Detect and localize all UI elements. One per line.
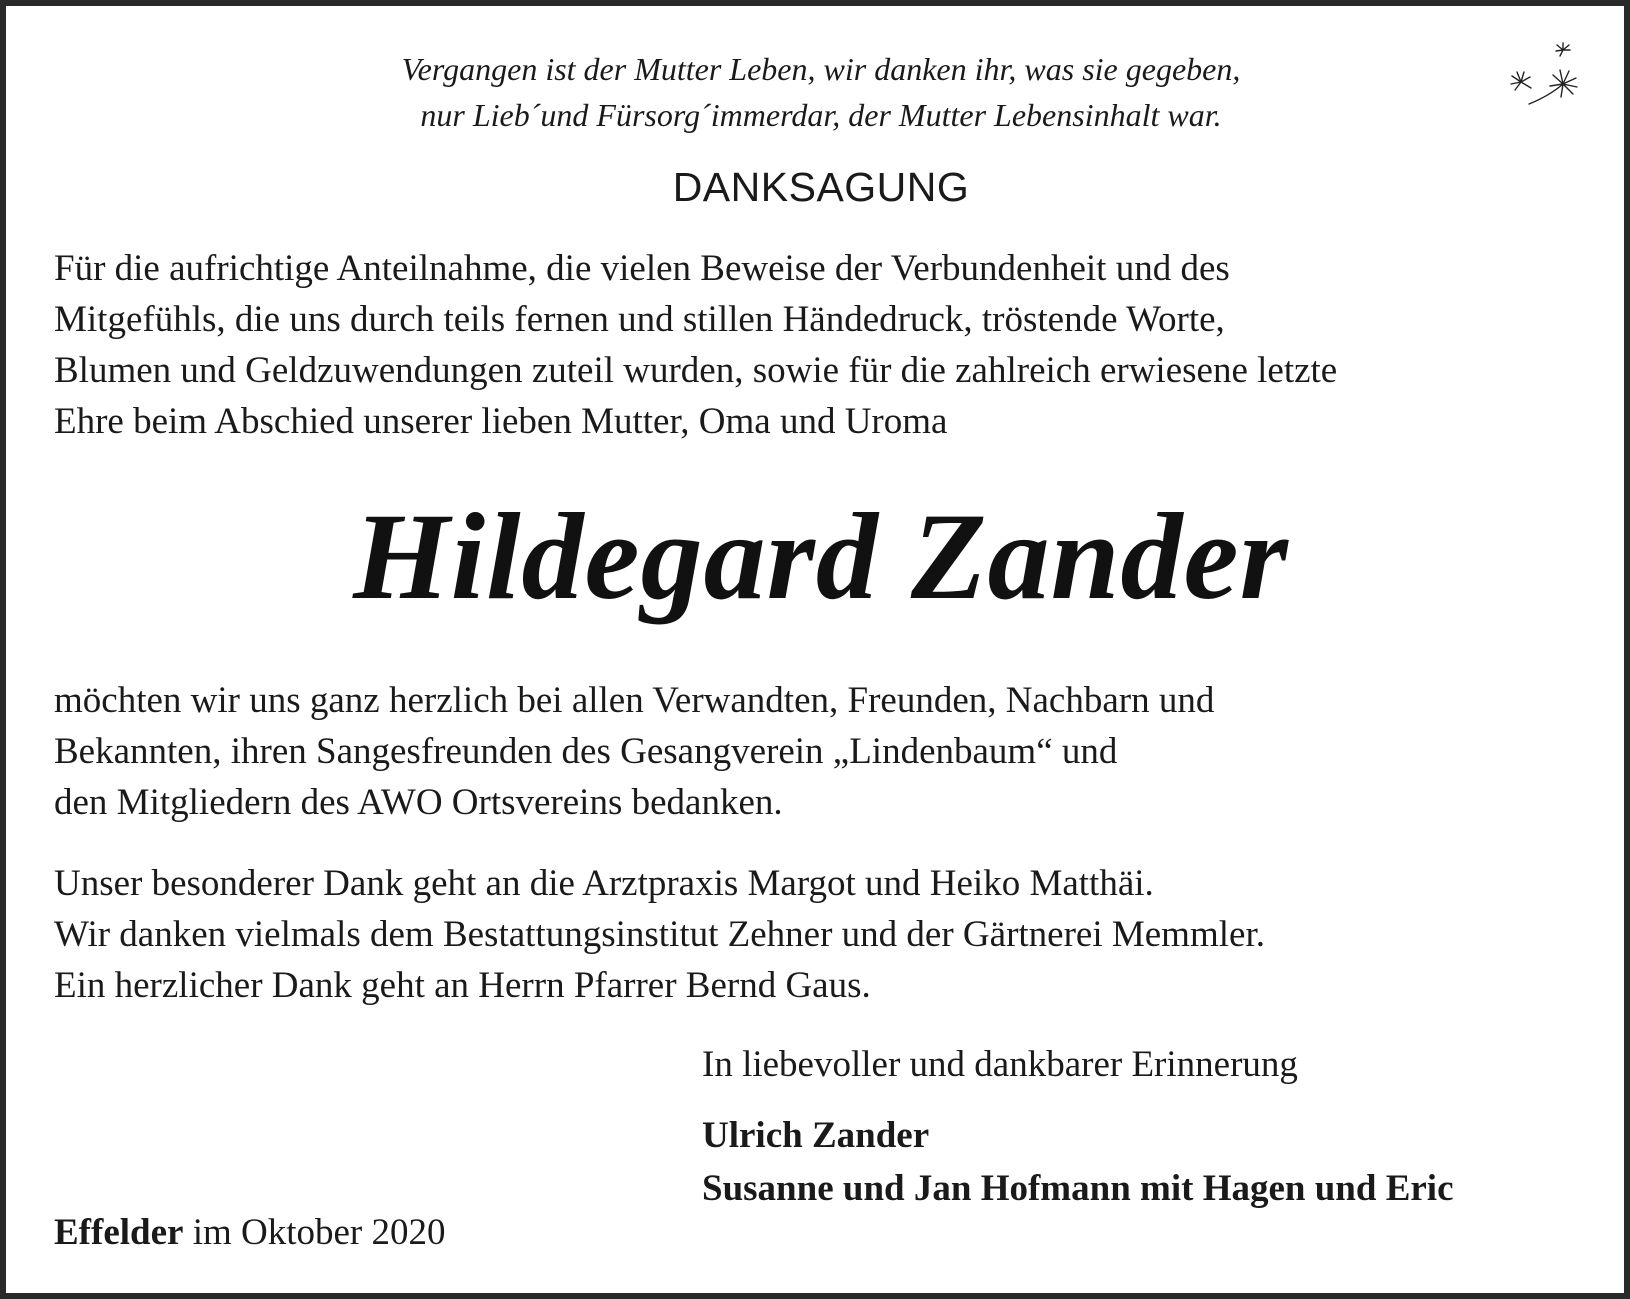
text-line: Ehre beim Abschied unserer lieben Mutter, Oma und Uroma bbox=[54, 401, 948, 442]
text-line: Mitgefühls, die uns durch teils fernen und stillen Händedruck, tröstende Worte, bbox=[54, 299, 1225, 340]
text-line: Für die aufrichtige Anteilnahme, die vielen Beweise der Verbundenheit und des bbox=[54, 248, 1230, 289]
place-date: im Oktober 2020 bbox=[192, 1212, 446, 1253]
closing-line: In liebevoller und dankbarer Erinnerung bbox=[702, 1044, 1298, 1085]
text-line: Unser besonderer Dank geht an die Arztpraxis Margot und Heiko Matthäi. bbox=[54, 863, 1154, 904]
signer-name: Susanne und Jan Hofmann mit Hagen und Eric bbox=[702, 1168, 1454, 1209]
motto-line: nur Lieb´und Fürsorg´immerdar, der Mutter Lebensinhalt war. bbox=[420, 97, 1222, 133]
text-line: möchten wir uns ganz herzlich bei allen Verwandten, Freunden, Nachbarn und bbox=[54, 680, 1215, 721]
motto-line: Vergangen ist der Mutter Leben, wir danken ihr, was sie gegeben, bbox=[401, 51, 1241, 87]
deceased-name: Hildegard Zander bbox=[353, 488, 1289, 625]
place-and-date bbox=[54, 1211, 446, 1254]
dandelion-seeds-icon bbox=[1501, 38, 1611, 118]
special-thanks-paragraph bbox=[54, 858, 1614, 1011]
text-line: Ein herzlicher Dank geht an Herrn Pfarrer Bernd Gaus. bbox=[54, 965, 871, 1006]
motto-verse bbox=[146, 46, 1496, 138]
text-line: Bekannten, ihren Sangesfreunden des Gesangverein „Lindenbaum“ und bbox=[54, 731, 1118, 772]
text-line: Blumen und Geldzuwendungen zuteil wurden, sowie für die zahlreich erwiesene letzte bbox=[54, 350, 1338, 391]
thanks-paragraph bbox=[54, 675, 1614, 828]
text-line: den Mitgliedern des AWO Ortsvereins bedanken. bbox=[54, 782, 783, 823]
intro-paragraph bbox=[54, 243, 1614, 447]
heading-danksagung: DANKSAGUNG bbox=[672, 164, 970, 210]
place-town: Effelder bbox=[54, 1212, 184, 1253]
signers bbox=[702, 1109, 1454, 1215]
text-line: Wir danken vielmals dem Bestattungsinstitut Zehner und der Gärtnerei Memmler. bbox=[54, 914, 1265, 955]
signer-name: Ulrich Zander bbox=[702, 1115, 930, 1156]
